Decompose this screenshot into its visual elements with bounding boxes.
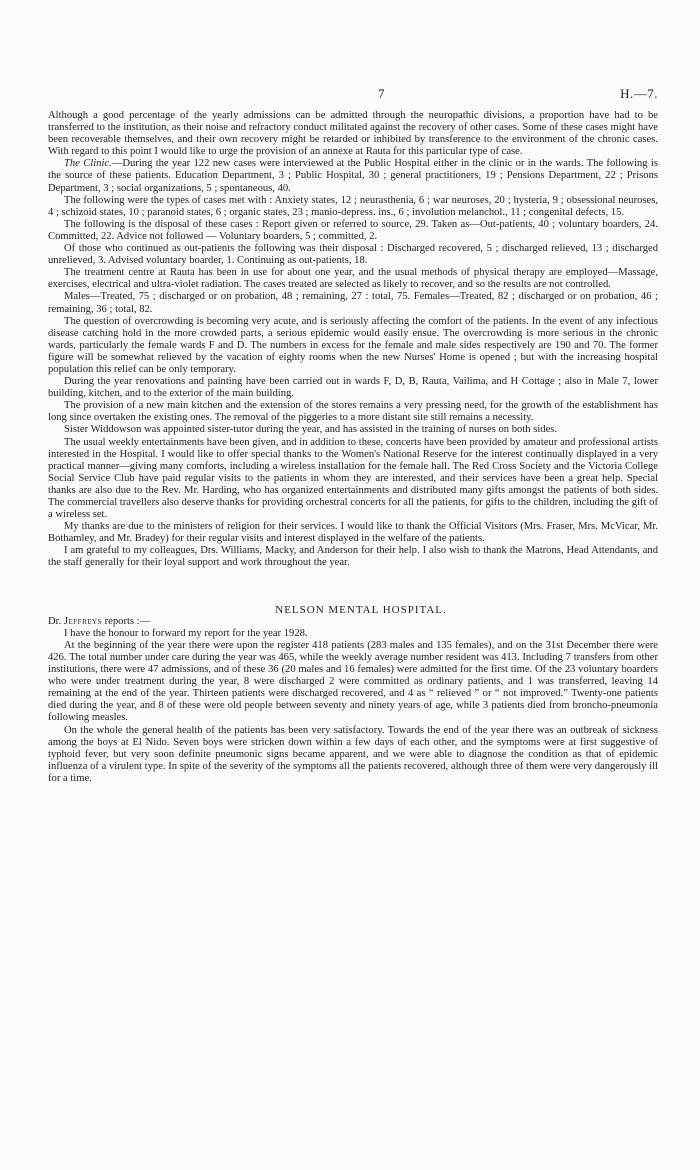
paragraph: Of those who continued as out-patients the following was their disposal : Discharged recovered, 5 ; discharged relieved, 13 ; discharged unrelieved, 3. Advised voluntary boarder, 1. Continuing as out-patients, 18. xyxy=(48,243,658,267)
clinic-paragraph xyxy=(48,158,658,194)
paragraph: Sister Widdowson was appointed sister-tutor during the year, and has assisted in the training of nurses on both sides. xyxy=(64,424,558,436)
document-reference: H.—7. xyxy=(620,86,658,101)
clinic-text: —During the year 122 new cases were interviewed at the Public Hospital either in the clinic or in the wards. The following is the source of these patients. Education Department, 3 ; Public Hospital, 30 ; general practitioners, 19 ; Pensions Department, 22 ; Prisons Department, 3 ; social organizations, 5 ; spontaneous, 40. xyxy=(48,158,658,194)
paragraph: The provision of a new main kitchen and the extension of the stores remains a very pressing need, for the growth of the establishment has long since overtaken the existing ones. The removal of the piggeries to a more distant site still remains a necessity. xyxy=(48,400,658,424)
paragraph: The following were the types of cases met with : Anxiety states, 12 ; neurasthenia, 6 ; war neuroses, 20 ; hysteria, 9 ; obsessional neuroses, 4 ; schizoid states, 10 ; paranoid states, 6 ; organic states, 23 ; manio-depress. ins., 6 ; involution melanchol., 11 ; congenital defects, 15. xyxy=(48,194,658,218)
paragraph: The question of overcrowding is becoming very acute, and is seriously affecting the comfort of the patients. In the event of any infectious disease catching hold in the more crowded parts, a serious epidemic would easily ensue. The overcrowding is more serious in the chronic wards, particularly the female wards F and D. The numbers in excess for the female and male sides respectively are 190 and 70. The former figure will be somewhat relieved by the vacation of eighty rooms when the new Nurses' Home is opened ; but with the increasing hospital population this relief can be only temporary. xyxy=(48,315,658,375)
clinic-heading: The Clinic. xyxy=(64,158,112,170)
paragraph: Although a good percentage of the yearly admissions can be admitted through the neuropathic divisions, a proportion have had to be transferred to the institution, as their noise and refractory conduct militated against the recovery of other cases. Some of these cases might have been recoverable themselves, and their own recovery might be retarded or inhibited by transference to the environment of the chronic cases. With regard to this point I would like to urge the provision of an annexe at Rauta for this particular type of case. xyxy=(48,110,658,158)
reporter-suffix: reports :— xyxy=(101,615,151,627)
paragraph: On the whole the general health of the patients has been very satisfactory. Towards the end of the year there was an outbreak of sickness among the boys at El Nido. Seven boys were stricken down within a few days of each other, and the symptoms were at first suggestive of typhoid fever, but very soon definite pneumonic signs became apparent, and we were able to diagnose the condition as that of epidemic influenza of a virulent type. In spite of the severity of the symptoms all the patients recovered, although three of them were very dangerously ill for a time. xyxy=(48,724,658,784)
section-spacer xyxy=(48,570,658,604)
paragraph: The following is the disposal of these cases : Report given or referred to source, 29. Taken as—Out-patients, 40 ; voluntary boarders, 24. Committed, 22. Advice not followed — Voluntary boarders, 5 ; committed, 2. xyxy=(48,218,658,242)
paragraph: During the year renovations and painting have been carried out in wards F, D, B, Rauta, Vailima, and H Cottage ; also in Male 7, lower building, kitchen, and to the exterior of the main building. xyxy=(48,376,658,400)
reporter-name: Jeffreys xyxy=(63,615,102,627)
body-text xyxy=(48,110,658,785)
paragraph: The treatment centre at Rauta has been in use for about one year, and the usual methods of physical therapy are employed—Massage, exercises, electrical and ultra-violet radiation. The cases treated are selected as likely to recover, and so the results are not controlled. xyxy=(48,267,658,291)
section-title: NELSON MENTAL HOSPITAL. xyxy=(275,603,447,616)
paragraph: My thanks are due to the ministers of religion for their services. I would like to thank the Official Visitors (Mrs. Fraser, Mrs. McVicar, Mr. Bothamley, and Mr. Bradey) for their regular visits and interest displayed in the welfare of the patients. xyxy=(48,521,658,545)
reporter-prefix: Dr. xyxy=(48,615,64,627)
page-number: 7 xyxy=(378,86,385,101)
paragraph: At the beginning of the year there were upon the register 418 patients (283 males and 135 females), and on the 31st December there were 426. The total number under care during the year was 465, while the weekly average number resident was 413. Including 7 transfers from other institutions, there were 47 admissions, and of these 36 (20 males and 16 females) were admitted for the first time. Of the 23 voluntary boarders who were under treatment during the year, 8 were discharged 2 were committed as ordinary patients, and 1 was transferred, leaving 14 remaining at the end of the year. Thirteen patients were discharged recovered, and 4 as “ relieved ” or “ not improved.” Twenty-one patients died during the year, and 8 of these were old people between seventy and ninety years of age, while 3 patients died from broncho-pneumonia following measles. xyxy=(48,639,658,724)
paragraph: The usual weekly entertainments have been given, and in addition to these, concerts have been provided by amateur and professional artists interested in the Hospital. I would like to offer special thanks to the Women's National Reserve for the interest continually displayed in a very practical manner—giving many comforts, including a wireless installation for the female hall. The Red Cross Society and the Victoria College Social Service Club have paid regular visits to the patients in whom they are interested, and their services have been a great help. Special thanks are also due to the Rev. Mr. Harding, who has organized entertainments and distributed many gifts amongst the patients of both sides. The commercial travellers also deserve thanks for providing orchestral concerts for all the patients, for gifts to the children, including the gift of a wireless set. xyxy=(48,436,658,521)
paragraph: I am grateful to my colleagues, Drs. Williams, Macky, and Anderson for their help. I also wish to thank the Matrons, Head Attendants, and the staff generally for their loyal support and work throughout the year. xyxy=(48,545,658,569)
reporter-line xyxy=(48,616,658,628)
page-header xyxy=(48,86,658,104)
paragraph: I have the honour to forward my report for the year 1928. xyxy=(64,627,308,639)
paragraph: Males—Treated, 75 ; discharged or on probation, 48 ; remaining, 27 : total, 75. Females—Treated, 82 ; discharged or on probation, 46 ; remaining, 36 ; total, 82. xyxy=(48,291,658,315)
